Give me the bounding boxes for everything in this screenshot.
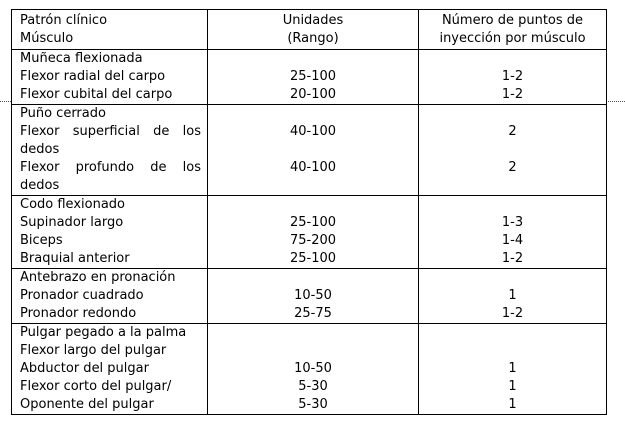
muscle-name: Supinador largo — [20, 215, 124, 230]
muscle-name: Oponente del pulgar — [20, 397, 154, 412]
group-units-cell — [208, 196, 419, 269]
points-value: 2 — [508, 160, 517, 175]
header-pattern-muscle — [12, 10, 208, 50]
units-value: 25-100 — [289, 251, 337, 266]
group-points-cell — [419, 50, 607, 105]
points-value: 1 — [508, 379, 517, 394]
group-points-cell — [419, 196, 607, 269]
group-title: Muñeca flexionada — [20, 51, 143, 66]
group-title: Antebrazo en pronación — [20, 270, 176, 285]
units-value: 20-100 — [289, 87, 337, 102]
units-value: 5-30 — [298, 379, 328, 394]
points-value — [419, 342, 606, 360]
group-muscles-cell — [12, 324, 208, 415]
group-elbow-flexed — [12, 196, 607, 269]
group-units-cell — [208, 269, 419, 324]
points-value: 1 — [508, 397, 517, 412]
word: superficial — [72, 124, 140, 139]
word: Flexor — [20, 124, 60, 139]
muscle-name: Biceps — [20, 233, 63, 248]
muscle-name-line1 — [20, 123, 201, 141]
header-col2-line2: (Rango) — [287, 31, 339, 46]
units-value: 75-200 — [289, 233, 337, 248]
group-title: Pulgar pegado a la palma — [20, 325, 187, 340]
points-value: 1-3 — [501, 215, 524, 230]
points-value: 1-4 — [501, 233, 524, 248]
points-value: 1-2 — [501, 69, 524, 84]
group-title: Puño cerrado — [20, 106, 106, 121]
word: de — [150, 160, 167, 175]
header-units — [208, 10, 419, 50]
header-col2-line1: Unidades — [282, 13, 344, 28]
group-wrist-flexed — [12, 50, 607, 105]
table-header-row — [12, 10, 607, 50]
group-muscles-cell — [12, 196, 208, 269]
muscle-name: Flexor radial del carpo — [20, 69, 166, 84]
group-clenched-fist — [12, 105, 607, 196]
group-units-cell — [208, 50, 419, 105]
muscle-name: Flexor corto del pulgar/ — [20, 379, 172, 394]
word: profundo — [75, 160, 135, 175]
muscle-name: Flexor cubital del carpo — [20, 87, 173, 102]
muscle-name-line2: dedos — [20, 178, 60, 193]
muscle-name: Flexor largo del pulgar — [20, 343, 167, 358]
units-value: 5-30 — [298, 397, 328, 412]
units-value: 40-100 — [289, 124, 337, 139]
muscle-name-line1 — [20, 159, 201, 177]
group-title: Codo flexionado — [20, 197, 125, 212]
points-value: 1-2 — [501, 87, 524, 102]
group-muscles-cell — [12, 269, 208, 324]
header-col3-line1: Número de puntos de — [441, 13, 584, 28]
muscle-name: Pronador redondo — [20, 306, 137, 321]
word: los — [182, 124, 201, 139]
group-points-cell — [419, 269, 607, 324]
header-col1-line2: Músculo — [20, 31, 74, 46]
units-value — [208, 342, 418, 360]
points-value: 1 — [508, 361, 517, 376]
units-value: 25-75 — [294, 306, 332, 321]
group-muscles-cell — [12, 50, 208, 105]
word: los — [182, 160, 201, 175]
muscle-name: Abductor del pulgar — [20, 361, 149, 376]
group-muscles-cell — [12, 105, 208, 196]
header-injection-points — [419, 10, 607, 50]
header-col1-line1: Patrón clínico — [20, 13, 108, 28]
group-thumb-in-palm — [12, 324, 607, 415]
points-value: 1-2 — [501, 251, 524, 266]
header-col3-line2: inyección por músculo — [439, 31, 586, 46]
botox-dosage-table — [11, 9, 607, 415]
group-points-cell — [419, 105, 607, 196]
units-value: 10-50 — [294, 361, 332, 376]
muscle-name: Pronador cuadrado — [20, 288, 144, 303]
word: de — [153, 124, 170, 139]
group-units-cell — [208, 324, 419, 415]
word: Flexor — [20, 160, 60, 175]
muscle-name: Braquial anterior — [20, 251, 130, 266]
muscle-name-line2: dedos — [20, 142, 60, 157]
group-forearm-pronation — [12, 269, 607, 324]
group-units-cell — [208, 105, 419, 196]
units-value: 40-100 — [289, 160, 337, 175]
group-points-cell — [419, 324, 607, 415]
points-value: 2 — [508, 124, 517, 139]
points-value: 1-2 — [501, 306, 524, 321]
points-value: 1 — [508, 288, 517, 303]
units-value: 10-50 — [294, 288, 332, 303]
units-value: 25-100 — [289, 215, 337, 230]
units-value: 25-100 — [289, 69, 337, 84]
